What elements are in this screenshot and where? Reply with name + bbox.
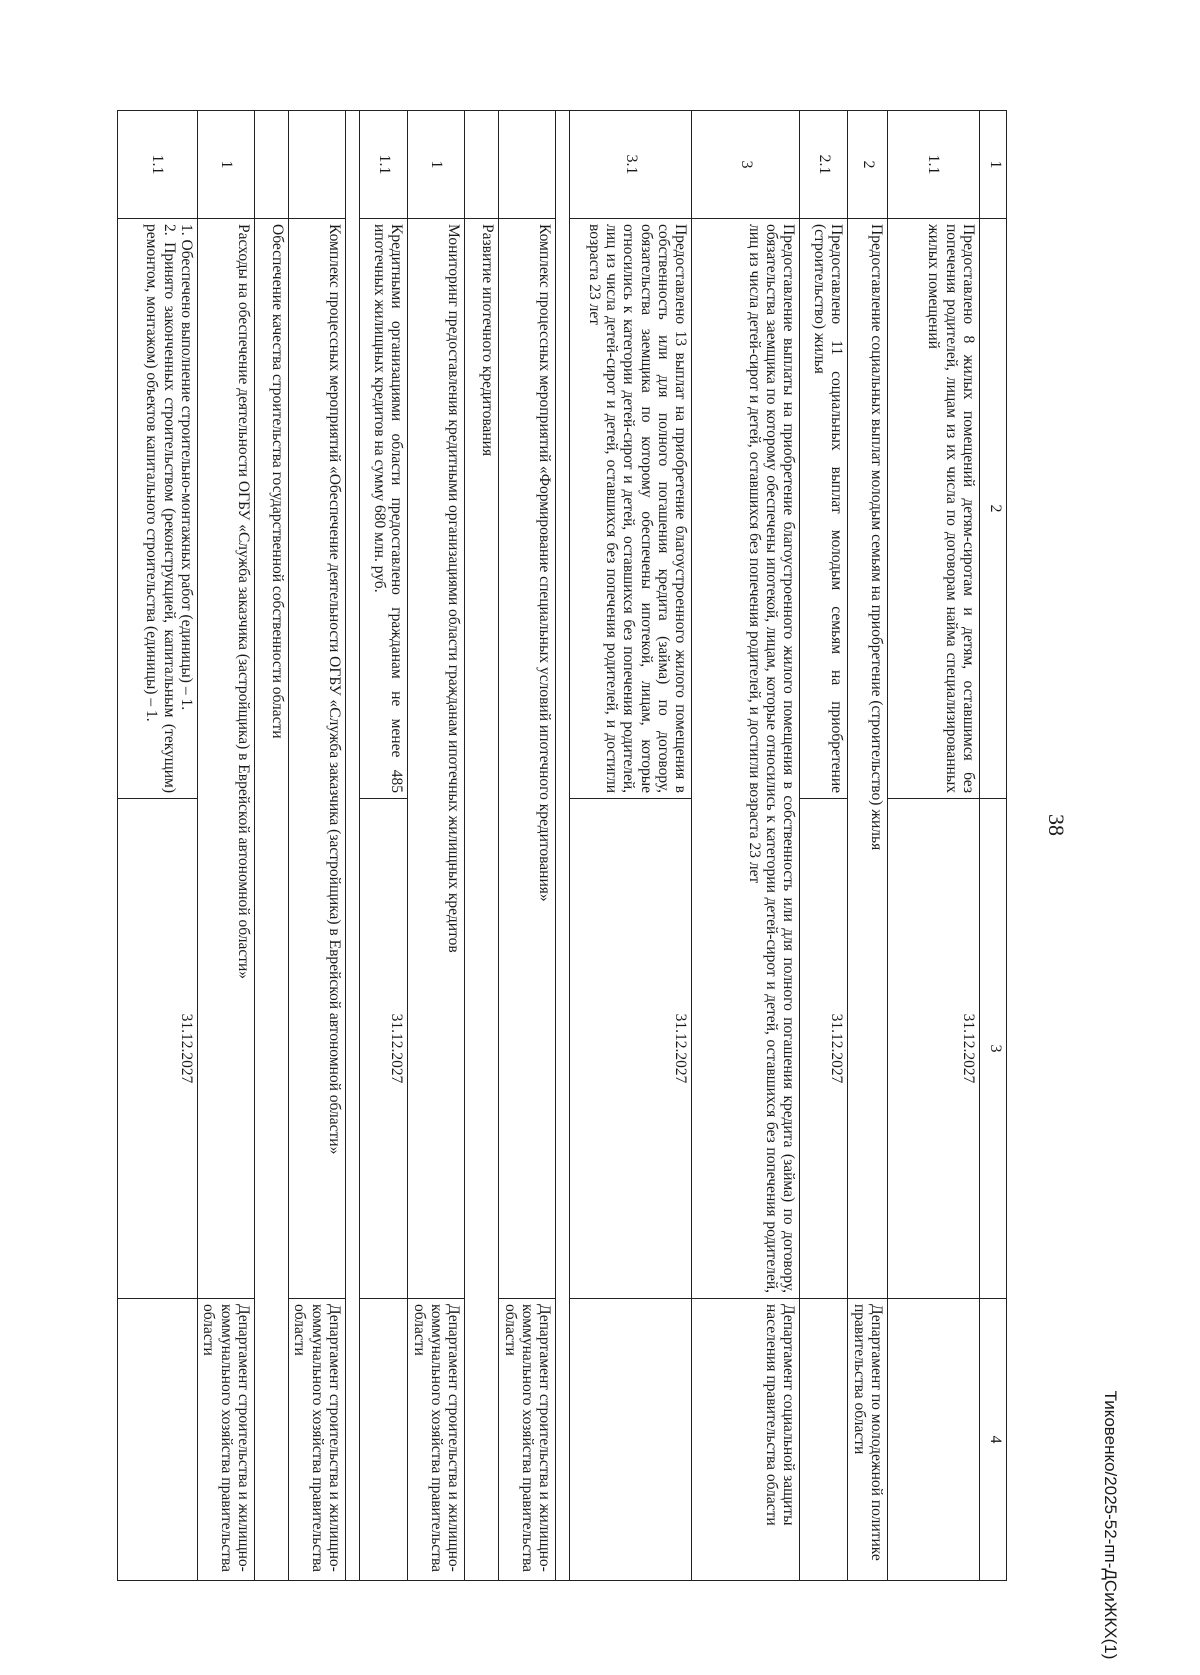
row-responsible-cell <box>360 1299 408 1581</box>
row-number-cell: 1.1 <box>888 111 980 219</box>
row-deadline-cell: 31.12.2027 <box>800 799 848 1299</box>
row-description-cell: Предоставлено 11 социальных выплат молодым семьям на приобретение (строительство) жилья <box>800 219 848 799</box>
header-col-1: 1 <box>980 111 1007 219</box>
table-row <box>800 111 848 1581</box>
row-description-cell: Кредитными организациями области предоставлено гражданам не менее 485 ипотечных жилищных кредитов на сумму 680 млн. руб. <box>360 219 408 799</box>
complex-title-cell: Комплекс процессных мероприятий «Формирование специальных условий ипотечного кредитования» <box>499 219 556 1299</box>
row-number-cell: 1.1 <box>360 111 408 219</box>
blank-cell <box>346 111 360 1581</box>
page-number: 38 <box>1044 814 1069 836</box>
row-number-cell: 2 <box>848 111 888 219</box>
row-responsible-cell: Департамент строительства и жилищно-коммунального хозяйства правительства области <box>198 1299 255 1581</box>
section-spacer-cell <box>465 111 499 219</box>
table-row <box>556 111 570 1581</box>
row-responsible-cell: Департамент по молодежной политике правительства области <box>848 1299 888 1581</box>
table-row <box>692 111 800 1581</box>
row-number-cell: 1.1 <box>118 111 198 219</box>
row-responsible-cell <box>800 1299 848 1581</box>
table-row <box>408 111 465 1581</box>
row-deadline-cell: 31.12.2027 <box>360 799 408 1299</box>
row-description-cell: 1. Обеспечено выполнение строительно-монтажных работ (единицы) – 1. 2. Принято законченных строительством (реконструкцией, капитальным (текущим) ремонтом, монтажом) объектов капитального строительства (единицы) – 1. <box>118 219 198 799</box>
table-row <box>888 111 980 1581</box>
table-row <box>848 111 888 1581</box>
table-row <box>570 111 692 1581</box>
task-description-cell: Предоставление социальных выплат молодым семьям на приобретение (строительство) жилья <box>848 219 888 1299</box>
task-description-cell: Расходы на обеспечение деятельности ОГБУ «Служба заказчика (застройщика) в Еврейской автономной области» <box>198 219 255 1299</box>
task-description-cell: Предоставление выплаты на приобретение благоустроенного жилого помещения в собственность или для полного погашения кредита (займа) по договору, обязательства заемщика по которому обеспечены ипотекой, лицам, которые относились к категории детей-сирот и детей, оставшихся без попечения родителей, лиц из числа детей-сирот и детей, оставшихся без попечения родителей, и достигли возраста 23 лет <box>692 219 800 1299</box>
header-col-2: 2 <box>980 219 1007 799</box>
row-deadline-cell: 31.12.2027 <box>570 799 692 1299</box>
plan-table <box>117 110 1007 1581</box>
table-row <box>465 111 499 1581</box>
row-responsible-cell: Департамент строительства и жилищно-коммунального хозяйства правительства области <box>499 1299 556 1581</box>
row-deadline-cell: 31.12.2027 <box>888 799 980 1299</box>
table-row <box>346 111 360 1581</box>
complex-spacer-cell <box>499 111 556 219</box>
row-number-cell: 3.1 <box>570 111 692 219</box>
table-row <box>289 111 346 1581</box>
section-title-cell: Развитие ипотечного кредитования <box>465 219 499 1581</box>
section-spacer-cell <box>255 111 289 219</box>
row-number-cell: 3 <box>692 111 800 219</box>
section-title-cell: Обеспечение качества строительства государственной собственности области <box>255 219 289 1581</box>
row-number-cell: 1 <box>408 111 465 219</box>
row-responsible-cell: Департамент строительства и жилищно-коммунального хозяйства правительства области <box>289 1299 346 1581</box>
row-responsible-cell <box>888 1299 980 1581</box>
header-col-4: 4 <box>980 1299 1007 1581</box>
row-description-cell: Предоставлено 8 жилых помещений детям-сиротам и детям, оставшимся без попечения родителей, лицам из их числа по договорам найма специализированных жилых помещений <box>888 219 980 799</box>
table-row <box>118 111 198 1581</box>
row-responsible-cell <box>570 1299 692 1581</box>
document-footer-code: Тиковенко/2025-52-пп-ДСиЖКХ(1) <box>1101 1390 1120 1660</box>
row-deadline-cell: 31.12.2027 <box>118 799 198 1299</box>
table-row <box>198 111 255 1581</box>
row-number-cell: 2.1 <box>800 111 848 219</box>
table-row <box>360 111 408 1581</box>
row-description-cell: Предоставлено 13 выплат на приобретение благоустроенного жилого помещения в собственность или для полного погашения кредита (займа) по договору, обязательства заемщика по которому обеспечены ипотекой, лицам, которые относились к категории детей-сирот и детей, оставшихся без попечения родителей, лиц из числа детей-сирот и детей, оставшихся без попечения родителей, и достигли возраста 23 лет <box>570 219 692 799</box>
row-responsible-cell: Департамент строительства и жилищно-коммунального хозяйства правительства области <box>408 1299 465 1581</box>
complex-title-cell: Комплекс процессных мероприятий «Обеспечение деятельности ОГБУ «Служба заказчика (застройщика) в Еврейской автономной области» <box>289 219 346 1299</box>
table-row <box>499 111 556 1581</box>
blank-cell <box>556 111 570 1581</box>
row-number-cell: 1 <box>198 111 255 219</box>
task-description-cell: Мониторинг предоставления кредитными организациями области гражданам ипотечных жилищных кредитов <box>408 219 465 1299</box>
header-col-3: 3 <box>980 799 1007 1299</box>
row-responsible-cell: Департамент социальной защиты населения правительства области <box>692 1299 800 1581</box>
table-row <box>255 111 289 1581</box>
table-header-row <box>980 111 1007 1581</box>
row-responsible-cell <box>118 1299 198 1581</box>
complex-spacer-cell <box>289 111 346 219</box>
